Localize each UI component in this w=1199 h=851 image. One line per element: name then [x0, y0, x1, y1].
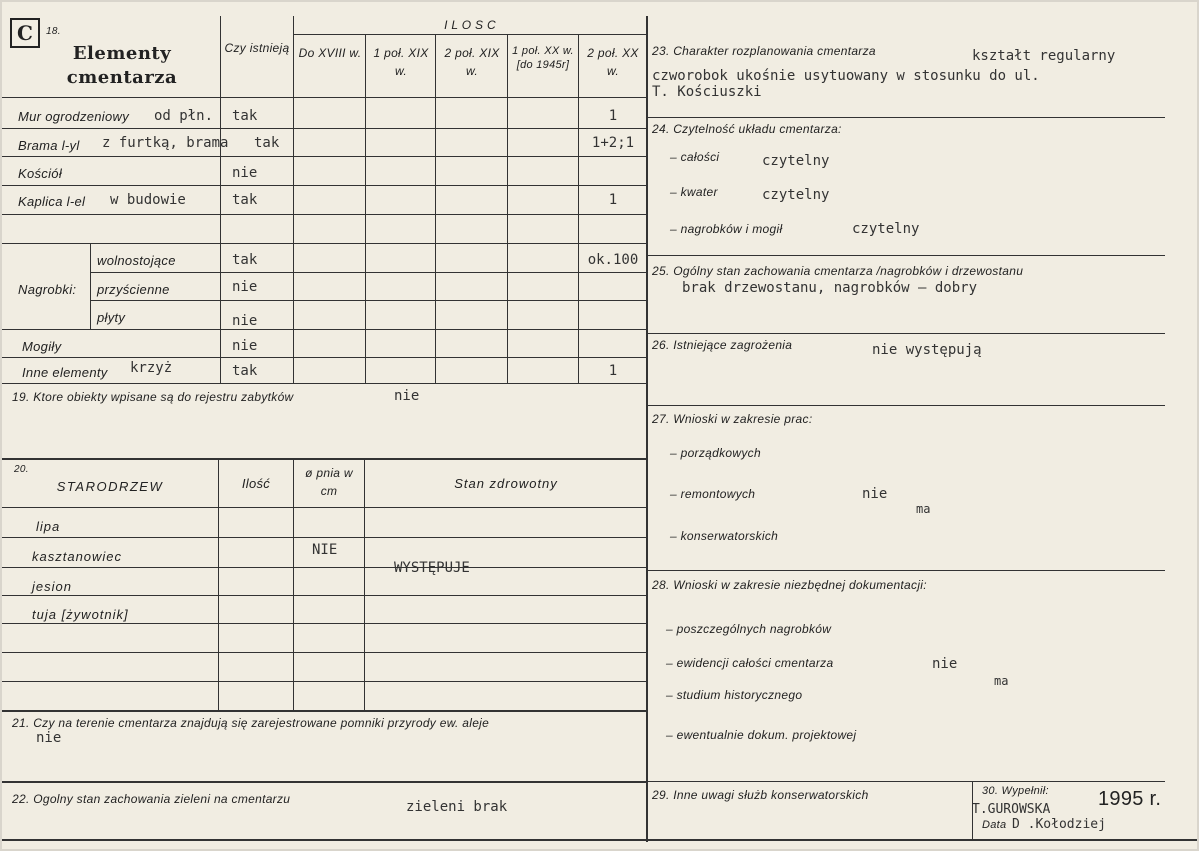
- s28-bottom: [648, 781, 1165, 782]
- exists-value: nie: [232, 338, 258, 354]
- exists-value: tak: [254, 135, 280, 151]
- s20-header-bottom: [2, 507, 646, 508]
- ilosc-underline: [293, 34, 646, 35]
- col-exists-header: Czy istnieją: [224, 41, 290, 55]
- s28-item: – poszczególnych nagrobków: [666, 622, 832, 636]
- s20-header-starodrzew: STARODRZEW: [56, 479, 164, 494]
- s27-value-2: ma: [916, 502, 931, 516]
- s30-date-value: D .Kołodziej: [1012, 817, 1106, 832]
- exists-value: nie: [232, 279, 258, 295]
- exists-value: tak: [232, 108, 258, 124]
- s26-bottom: [648, 405, 1165, 406]
- col-header-2: 2 poł. XIX w.: [444, 46, 500, 78]
- s25-value: brak drzewostanu, nagrobków – dobry: [682, 280, 978, 296]
- s20-header-ilosc: Ilość: [241, 476, 271, 491]
- s19-value: nie: [394, 388, 420, 404]
- s20-health-value: WYSTĘPUJE: [394, 560, 470, 576]
- nagrobki-label: Nagrobki:: [18, 282, 77, 297]
- row-label: płyty: [97, 310, 126, 325]
- count-value: 1: [608, 363, 618, 379]
- s20-row-line: [2, 567, 646, 568]
- row-label: Kaplica l-el: [18, 194, 86, 209]
- section-18-number: 18.: [46, 26, 61, 37]
- tree-name: tuja [żywotnik]: [32, 607, 129, 622]
- count-value: ok.100: [587, 252, 639, 268]
- s29-label: 29. Inne uwagi służb konserwatorskich: [652, 788, 869, 802]
- exists-value: nie: [232, 165, 258, 181]
- section-letter-badge: C: [10, 18, 40, 48]
- exists-value: tak: [232, 363, 258, 379]
- s24-item-value: czytelny: [852, 221, 920, 237]
- tree-name: jesion: [32, 579, 72, 594]
- s18-vline: [220, 16, 221, 383]
- s20-bottom: [2, 710, 646, 712]
- s30-filled-by: T.GUROWSKA: [972, 802, 1051, 817]
- count-value: 1+2;1: [591, 135, 635, 151]
- inventory-card: [2, 2, 1197, 849]
- s23-value-2: czworobok ukośnie usytuowany w stosunku do ul.: [652, 68, 1040, 84]
- s20-row-line: [2, 681, 646, 682]
- row-label: Inne elementy: [22, 365, 108, 380]
- page-title: [52, 42, 192, 90]
- s27-item: – konserwatorskich: [670, 529, 779, 543]
- s23-value-3: T. Kościuszki: [652, 84, 762, 100]
- title-line-1: Elementy: [72, 43, 172, 64]
- s28-value-2: ma: [994, 674, 1009, 688]
- bottom-border: [2, 839, 1197, 841]
- s28-item: – studium historycznego: [666, 688, 803, 702]
- s20-row-line: [2, 537, 646, 538]
- col-header-4: 2 poł. XX w.: [587, 46, 639, 78]
- s24-label: 24. Czytelność układu cmentarza:: [652, 122, 842, 136]
- s19-label: 19. Ktore obiekty wpisane są do rejestru zabytków: [12, 390, 294, 404]
- exists-value: nie: [232, 313, 258, 329]
- s18-vline: [578, 34, 579, 383]
- s24-item-label: – całości: [670, 150, 720, 164]
- s20-vline: [293, 458, 294, 710]
- s28-item: – ewentualnie dokum. projektowej: [666, 728, 857, 742]
- s30-year: 1995 r.: [1098, 788, 1162, 810]
- s27-label: 27. Wnioski w zakresie prac:: [652, 412, 813, 426]
- count-value: 1: [608, 108, 618, 124]
- s18-vline: [365, 34, 366, 383]
- s27-item: – porządkowych: [670, 446, 761, 460]
- s24-item-value: czytelny: [762, 153, 830, 169]
- s18-row-line: [90, 272, 646, 273]
- s18-vline: [507, 34, 508, 383]
- col-header-0: Do XVIII w.: [298, 46, 362, 60]
- s18-row-line: [90, 300, 646, 301]
- s20-row-line: [2, 652, 646, 653]
- s30-date-label: Data: [982, 819, 1007, 831]
- row-note: krzyż: [130, 360, 173, 376]
- s22-label: 22. Ogolny stan zachowania zieleni na cmentarzu: [12, 792, 291, 806]
- row-label: Kościół: [18, 166, 63, 181]
- s19-bottom: [2, 458, 646, 460]
- s26-value: nie występują: [872, 342, 982, 358]
- s28-value-1: nie: [932, 656, 958, 672]
- row-label: Brama l-yl: [18, 138, 80, 153]
- s20-diameter-value: NIE: [312, 542, 338, 558]
- s30-label: 30. Wypełnił:: [982, 785, 1049, 797]
- s24-item-label: – kwater: [670, 185, 718, 199]
- s27-item: – remontowych: [670, 487, 756, 501]
- s18-row-line: [2, 128, 646, 129]
- s20-vline: [364, 458, 365, 710]
- s23-label: 23. Charakter rozplanowania cmentarza: [652, 44, 876, 58]
- s24-item-label: – nagrobków i mogił: [670, 222, 783, 236]
- row-label: przyścienne: [97, 282, 170, 297]
- s21-value: nie: [36, 730, 62, 746]
- s18-row-line: [2, 357, 646, 358]
- exists-value: tak: [232, 252, 258, 268]
- s25-label: 25. Ogólny stan zachowania cmentarza /nagrobków i drzewostanu: [652, 264, 1024, 278]
- s20-vline: [218, 458, 219, 710]
- s23-value-1: kształt regularny: [972, 48, 1116, 64]
- s27-bottom: [648, 570, 1165, 571]
- s24-bottom: [648, 255, 1165, 256]
- s18-vline: [435, 34, 436, 383]
- s28-label: 28. Wnioski w zakresie niezbędnej dokumentacji:: [652, 578, 927, 592]
- s20-header-health: Stan zdrowotny: [454, 476, 558, 491]
- s24-item-value: czytelny: [762, 187, 830, 203]
- row-label: Mur ogrodzeniowy: [18, 109, 130, 124]
- s28-item: – ewidencji całości cmentarza: [666, 656, 834, 670]
- ilosc-header: I L O S C: [444, 18, 496, 32]
- nagrobki-vline: [90, 243, 91, 329]
- col-header-1: 1 poł. XIX w.: [373, 46, 429, 78]
- s21-bottom: [2, 781, 646, 783]
- s22-value: zieleni brak: [406, 799, 508, 815]
- s18-vline: [293, 16, 294, 383]
- s18-header-bottom: [2, 97, 646, 98]
- s20-row-line: [2, 595, 646, 596]
- col-header-3: 1 poł. XX w. [do 1945r]: [512, 45, 574, 71]
- row-label: Mogiły: [22, 339, 62, 354]
- row-label: wolnostojące: [97, 253, 176, 268]
- s18-row-line: [2, 243, 646, 244]
- count-value: 1: [608, 192, 618, 208]
- s18-bottom: [2, 383, 646, 384]
- s23-bottom: [648, 117, 1165, 118]
- title-line-2: cmentarza: [66, 67, 178, 88]
- s20-header-diameter: ø pnia w cm: [305, 466, 353, 498]
- s18-row-line: [2, 329, 646, 330]
- s18-row-line: [2, 214, 646, 215]
- s20-row-line: [2, 623, 646, 624]
- exists-value: tak: [232, 192, 258, 208]
- s25-bottom: [648, 333, 1165, 334]
- s18-row-line: [2, 156, 646, 157]
- s20-number: 20.: [14, 464, 29, 475]
- s21-label: 21. Czy na terenie cmentarza znajdują się zarejestrowane pomniki przyrody ew. aleje: [12, 716, 490, 730]
- tree-name: lipa: [36, 519, 61, 534]
- row-note: w budowie: [110, 192, 186, 208]
- row-note: z furtką, brama: [102, 135, 229, 151]
- center-divider: [646, 16, 648, 842]
- s18-row-line: [2, 185, 646, 186]
- row-note: od płn.: [154, 108, 214, 124]
- s26-label: 26. Istniejące zagrożenia: [652, 338, 793, 352]
- s27-value-1: nie: [862, 486, 888, 502]
- tree-name: kasztanowiec: [32, 549, 123, 564]
